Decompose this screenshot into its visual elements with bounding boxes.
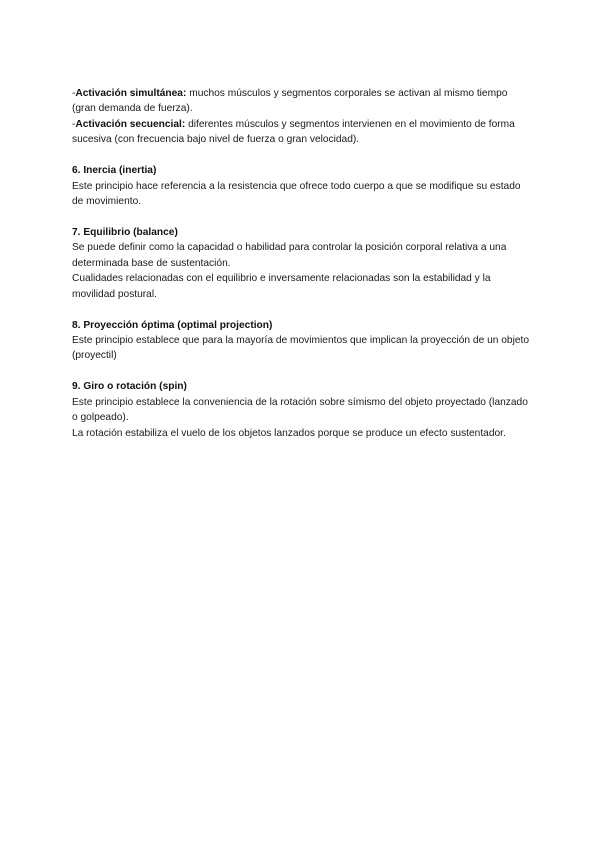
simultaneous-activation-prefix: - bbox=[72, 88, 76, 99]
spacer bbox=[72, 302, 532, 318]
sequential-activation-term: Activación secuencial: bbox=[75, 118, 186, 130]
spacer bbox=[72, 364, 532, 380]
section-heading-projection: 8. Proyección óptima (optimal projection) bbox=[72, 319, 273, 331]
simultaneous-activation-item bbox=[72, 86, 532, 117]
simultaneous-activation-term: Activación simultánea: bbox=[75, 88, 187, 99]
section-paragraph-spin-effect: La rotación estabiliza el vuelo de los objetos lanzados porque se produce un efecto sustentador. bbox=[72, 427, 506, 439]
sequential-activation-prefix: - bbox=[72, 118, 76, 130]
section-paragraph-spin-principle: Este principio establece la conveniencia de la rotación sobre símismo del objeto proyectado (lanzado o golpeado). bbox=[72, 396, 528, 424]
document-body bbox=[72, 86, 532, 441]
section-paragraph-projection: Este principio establece que para la mayoría de movimientos que implican la proyección de un objeto (proyectil) bbox=[72, 335, 529, 362]
spacer bbox=[72, 209, 532, 225]
simultaneous-activation-text: muchos músculos y segmentos corporales se activan al mismo tiempo (gran demanda de fuerza). bbox=[72, 88, 508, 115]
section-paragraph-balance-qualities: Cualidades relacionadas con el equilibrio e inversamente relacionadas son la estabilidad y la movilidad postural. bbox=[72, 273, 491, 300]
sequential-activation-text: diferentes músculos y segmentos intervienen en el movimiento de forma sucesiva (con frecuencia bajo nivel de fuerza o gran velocidad). bbox=[72, 118, 515, 146]
sequential-activation-item bbox=[72, 117, 532, 148]
section-heading-spin: 9. Giro o rotación (spin) bbox=[72, 381, 187, 393]
spacer bbox=[72, 148, 532, 164]
section-heading-balance: 7. Equilibrio (balance) bbox=[72, 227, 178, 239]
section-heading-inertia: 6. Inercia (inertia) bbox=[72, 165, 157, 177]
section-paragraph-balance-definition: Se puede definir como la capacidad o habilidad para controlar la posición corporal relativa a una determinada base de sustentación. bbox=[72, 242, 507, 269]
section-paragraph-inertia: Este principio hace referencia a la resistencia que ofrece todo cuerpo a que se modifique su estado de movimiento. bbox=[72, 180, 521, 208]
